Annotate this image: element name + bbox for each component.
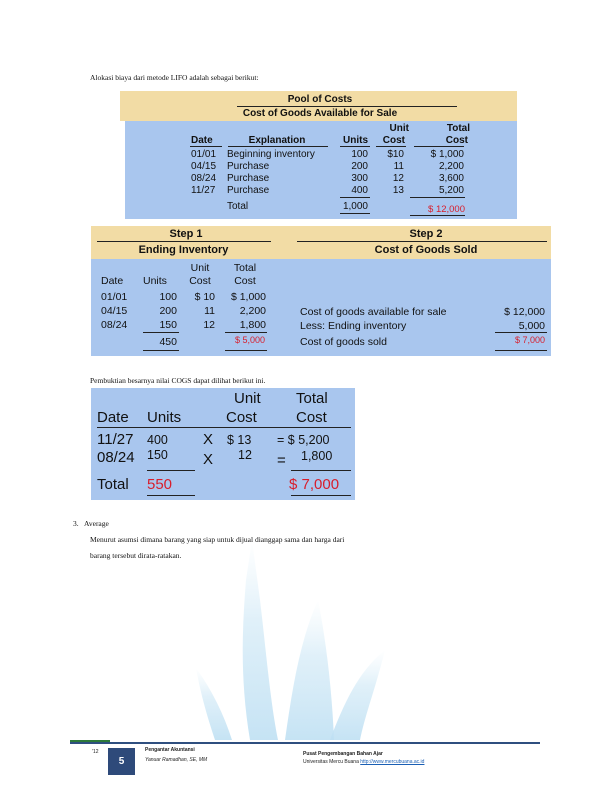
proof-header-unit-1: Unit [234,390,261,407]
pool-row-units: 400 [351,185,368,196]
pool-of-costs-table [120,91,517,219]
pool-row-explanation: Beginning inventory [227,149,315,160]
proof-total-label: Total [97,476,129,493]
pool-row-unit-cost: 12 [392,173,404,184]
pool-row-unit-cost: 13 [392,185,404,196]
footer-rule [70,742,540,744]
step1-header-units: Units [143,275,167,287]
step1-row-unit-cost: 11 [204,305,215,317]
pool-row-date: 04/15 [191,161,217,172]
proof-row-unit-cost: 12 [238,448,252,462]
proof-row-total: 1,800 [301,449,333,463]
footer-author: Yanuar Ramadhan, SE, MM [145,757,208,763]
step1-row-date: 01/01 [101,291,128,303]
pool-row-explanation: Purchase [227,185,270,196]
step1-header-unit-1: Unit [190,262,210,274]
step1-row-unit-cost: $ 10 [194,291,215,303]
footer-left-mark: '12 [92,749,99,755]
footer-center-title: Pusat Pengembangan Bahan Ajar [303,751,383,757]
pool-row-units: 200 [351,161,368,172]
pool-row-explanation: Purchase [227,161,270,172]
proof-total-cost: $ 7,000 [289,476,340,493]
proof-row-date: 11/27 [97,431,134,448]
proof-row-x: X [203,451,214,468]
step1-total-units: 450 [159,336,177,348]
pool-row-date: 11/27 [191,185,216,196]
pool-row-explanation: Purchase [227,173,270,184]
step2-row-value: 5,000 [518,320,545,332]
footer-center-line [303,759,424,766]
step1-row-date: 04/15 [101,305,128,317]
section-title: Average [84,519,109,528]
step1-row-total: $ 1,000 [230,291,266,303]
step1-row-units: 200 [159,305,177,317]
proof-row-units: 400 [147,433,168,447]
step1-row-unit-cost: 12 [203,319,215,331]
proof-row-units: 150 [147,448,168,462]
pool-header-explanation: Explanation [248,135,306,146]
section-number: 3. [73,519,79,528]
proof-header-unit-2: Cost [226,409,257,426]
pool-header-date: Date [191,135,213,146]
step2-row-label: Cost of goods sold [300,336,387,348]
step1-row-total: 1,800 [239,319,266,331]
step2-subtitle: Cost of Goods Sold [374,244,478,256]
pool-header-unit-2: Cost [382,135,405,146]
proof-header-date: Date [97,409,129,426]
step2-row-value: $ 12,000 [504,306,545,318]
pool-row-total: 3,600 [438,173,464,184]
pool-subtitle: Cost of Goods Available for Sale [242,108,398,119]
step1-row-date: 08/24 [101,319,128,331]
step1-header-date: Date [101,275,124,287]
section-body-line1: Menurut asumsi dimana barang yang siap untuk dijual dianggap sama dan harga dari [90,535,345,544]
pool-header-total-1: Total [446,123,470,134]
pool-header-unit-1: Unit [389,123,409,134]
proof-intro-text: Pembuktian besarnya nilai COGS dapat dilihat berikut ini. [90,376,266,385]
pool-total-label: Total [227,201,249,212]
step1-header-unit-2: Cost [189,275,211,287]
intro-text: Alokasi biaya dari metode LIFO adalah sebagai berikut: [90,73,259,82]
proof-header-total-2: Cost [296,409,327,426]
step1-header-total-2: Cost [234,275,256,287]
step1-total-cost: $ 5,000 [234,335,265,345]
pool-total-cost: $ 12,000 [428,204,465,215]
pool-row-unit-cost: $10 [387,149,404,160]
proof-header-units: Units [147,409,182,426]
proof-row-date: 08/24 [97,449,135,466]
pool-header-units: Units [343,135,368,146]
step2-row-label: Less: Ending inventory [300,320,407,332]
pool-title: Pool of Costs [287,94,353,105]
cogs-proof-table [91,388,355,500]
step2-row-value: $ 7,000 [514,335,545,345]
section-body-line2: barang tersebut dirata-ratakan. [90,551,182,560]
footer-university: Universitas Mercu Buana [303,759,359,765]
step2-row-label: Cost of goods available for sale [300,306,447,318]
step1-row-units: 100 [159,291,177,303]
pool-total-units: 1,000 [342,201,368,212]
proof-row-equation: = $ 5,200 [277,433,330,447]
step2-title: Step 2 [409,228,443,240]
ending-inventory-cogs-table [91,226,551,356]
proof-total-units: 550 [147,476,173,493]
step1-subtitle: Ending Inventory [138,244,229,256]
pool-row-total: $ 1,000 [430,149,464,160]
step1-row-total: 2,200 [239,305,266,317]
proof-row-x: X [203,431,214,448]
pool-row-date: 08/24 [191,173,217,184]
step1-header-total-1: Total [233,262,257,274]
proof-header-total-1: Total [296,390,328,407]
step1-title: Step 1 [169,228,203,240]
pool-row-units: 100 [351,149,368,160]
pool-row-units: 300 [351,173,368,184]
footer-url-link[interactable]: http://www.mercubuana.ac.id [360,759,425,765]
pool-row-total: 5,200 [438,185,464,196]
pool-row-unit-cost: 11 [393,161,404,172]
step1-row-units: 150 [159,319,177,331]
pool-header-total-2: Cost [445,135,468,146]
footer-course-title: Pengantar Akuntansi [145,747,195,753]
proof-row-equation: = [277,452,286,469]
pool-row-date: 01/01 [191,149,217,160]
proof-row-unit-cost: $ 13 [227,433,252,447]
page-number: 5 [108,748,135,775]
pool-row-total: 2,200 [438,161,464,172]
